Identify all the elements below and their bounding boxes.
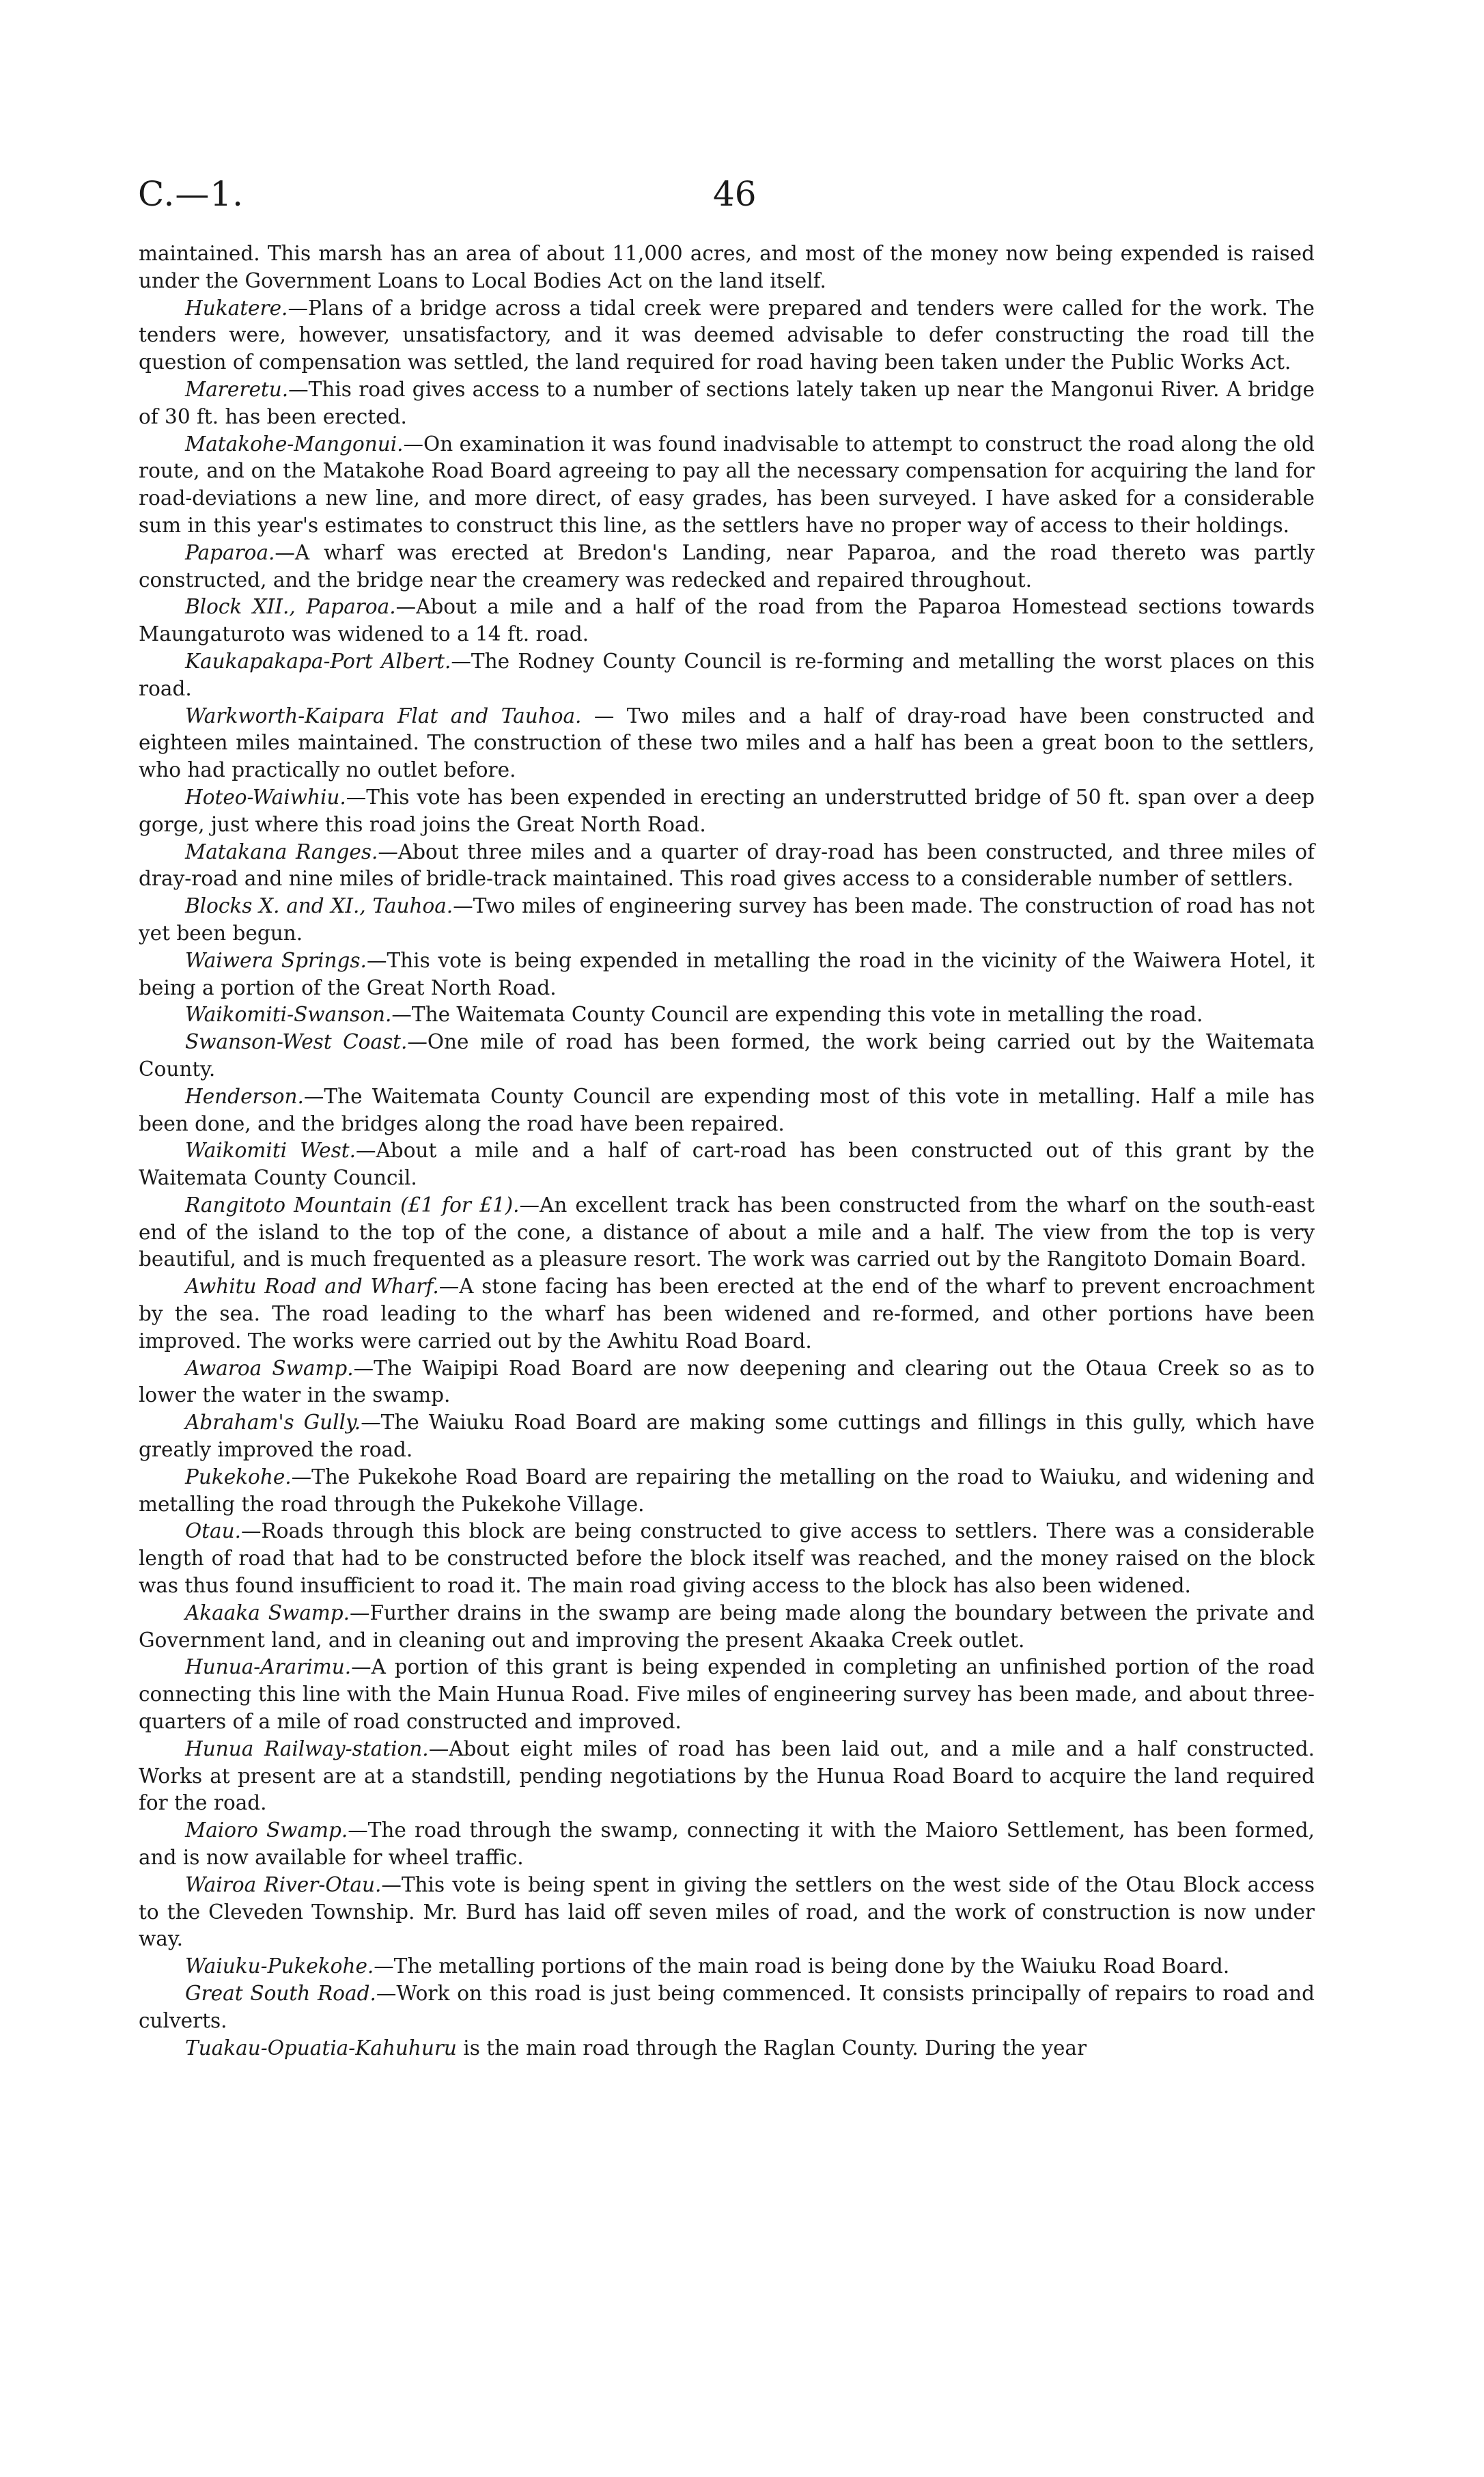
paragraph bbox=[139, 1464, 1315, 1519]
paragraph-text: —Two miles of engineering survey has been made. The construction of road has not yet been begun. bbox=[139, 894, 1315, 945]
paragraph-heading: Awhitu Road and Wharf. bbox=[185, 1275, 439, 1299]
paragraph-heading: Waiwera Springs. bbox=[185, 948, 367, 972]
paragraph-text: —Work on this road is just being commenced. It consists principally of repairs to road and culverts. bbox=[139, 1982, 1315, 2032]
paragraph-text: —This vote is being spent in giving the settlers on the west side of the Otau Block access to the Cleveden Township. Mr. Burd has laid off seven miles of road, and the work of construction is now under way. bbox=[139, 1872, 1315, 1951]
paragraph bbox=[139, 1518, 1315, 1599]
paragraph-text: —The metalling portions of the main road is being done by the Waiuku Road Board. bbox=[374, 1954, 1230, 1978]
paragraph-heading: Awaroa Swamp. bbox=[185, 1356, 354, 1380]
paragraph-heading: Warkworth-Kaipara Flat and Tauhoa. bbox=[185, 704, 582, 728]
paragraph bbox=[139, 376, 1315, 431]
paragraph bbox=[139, 594, 1315, 648]
paragraph-text: —The Rodney County Council is re-forming and metalling the worst places on this road. bbox=[139, 649, 1315, 700]
paragraph-heading: Hoteo-Waiwhiu. bbox=[185, 785, 346, 809]
paragraph-heading: Kaukapakapa-Port Albert. bbox=[185, 649, 451, 673]
paragraph bbox=[139, 1980, 1315, 2035]
paragraph bbox=[139, 295, 1315, 376]
paragraph-heading: Otau. bbox=[185, 1519, 242, 1543]
paragraph-text: —The Waiuku Road Board are making some cuttings and fillings in this gully, which have greatly improved the road. bbox=[139, 1411, 1315, 1462]
page-number: 46 bbox=[713, 174, 757, 214]
body-text bbox=[139, 240, 1315, 2062]
paragraph-heading: Rangitoto Mountain (£1 for £1). bbox=[185, 1193, 520, 1217]
paragraph-heading: Wairoa River-Otau. bbox=[185, 1872, 382, 1896]
paragraph-heading: Waikomiti West. bbox=[185, 1139, 356, 1163]
paragraph bbox=[139, 1736, 1315, 1817]
paragraph-text: —About eight miles of road has been laid out, and a mile and a half constructed. Works at present are at a standstill, pending negotiations by the Hunua Road Board to acquire the land required for the road. bbox=[139, 1736, 1315, 1815]
paragraph-text: is the main road through the Raglan County. During the year bbox=[456, 2036, 1087, 2060]
paragraph-text: —One mile of road has been formed, the work being carried out by the Waitemata County. bbox=[139, 1030, 1315, 1081]
paragraph-text: —About three miles and a quarter of dray-road has been constructed, and three miles of dray-road and nine miles of bridle-track maintained. This road gives access to a considerable number of settlers. bbox=[139, 840, 1315, 891]
paragraph bbox=[139, 540, 1315, 594]
paragraph bbox=[139, 648, 1315, 703]
paragraph-text: —The Pukekohe Road Board are repairing the metalling on the road to Waiuku, and widening and metalling the road through the Pukekohe Village. bbox=[139, 1465, 1315, 1516]
paragraph-text: —About a mile and a half of cart-road has been constructed out of this grant by the Waitemata County Council. bbox=[139, 1139, 1315, 1190]
paragraph-text: —A portion of this grant is being expended in completing an unfinished portion of the road connecting this line with the Main Hunua Road. Five miles of engineering survey has been made, and about three-quarters of a mile of road constructed and improved. bbox=[139, 1655, 1315, 1734]
paragraph-text: —This vote is being expended in metalling the road in the vicinity of the Waiwera Hotel, it being a portion of the Great North Road. bbox=[139, 948, 1315, 999]
paragraph-heading: Hunua Railway-station. bbox=[185, 1736, 429, 1760]
paragraph-text: —Plans of a bridge across a tidal creek were prepared and tenders were called for the work. The tenders were, however, unsatisfactory, and it was deemed advisable to defer constructing the road till the question of compensation was settled, the land required for road having been taken under the Public Works Act. bbox=[139, 296, 1315, 374]
report-reference: C.—1. bbox=[138, 174, 244, 214]
paragraph-heading: Pukekohe. bbox=[185, 1465, 292, 1489]
paragraph-heading: Mareretu. bbox=[185, 377, 289, 401]
paragraph bbox=[139, 947, 1315, 1002]
paragraph bbox=[139, 1192, 1315, 1273]
paragraph bbox=[139, 2035, 1315, 2062]
paragraph-text: —The Waipipi Road Board are now deepening and clearing out the Otaua Creek so as to lower the water in the swamp. bbox=[139, 1356, 1315, 1407]
paragraph bbox=[139, 893, 1315, 947]
paragraph-text: —Further drains in the swamp are being made along the boundary between the private and Government land, and in cleaning out and improving the present Akaaka Creek outlet. bbox=[139, 1601, 1315, 1652]
paragraph bbox=[139, 1083, 1315, 1138]
paragraph-heading: Hunua-Ararimu. bbox=[185, 1655, 352, 1679]
paragraph bbox=[139, 1600, 1315, 1655]
paragraph-text: maintained. This marsh has an area of about 11,000 acres, and most of the money now being expended is raised under the Government Loans to Local Bodies Act on the land itself. bbox=[139, 242, 1315, 292]
paragraph-heading: Abraham's Gully. bbox=[185, 1411, 361, 1435]
paragraph-text: —Roads through this block are being constructed to give access to settlers. There was a considerable length of road that had to be constructed before the block itself was reached, and the money raised on the block was thus found insufficient to road it. The main road giving access to the block has also been widened. bbox=[139, 1519, 1315, 1598]
paragraph bbox=[139, 1872, 1315, 1953]
paragraph-heading: Block XII., Paparoa. bbox=[185, 595, 396, 619]
paragraph bbox=[139, 431, 1315, 540]
paragraph-heading: Blocks X. and XI., Tauhoa. bbox=[185, 894, 453, 918]
paragraph bbox=[139, 784, 1315, 839]
paragraph bbox=[139, 1001, 1315, 1029]
paragraph-heading: Waiuku-Pukekohe. bbox=[185, 1954, 374, 1978]
paragraph-heading: Hukatere. bbox=[185, 296, 288, 320]
paragraph bbox=[139, 1355, 1315, 1410]
paragraph-heading: Matakohe-Mangonui. bbox=[185, 432, 404, 456]
paragraph bbox=[139, 240, 1315, 295]
paragraph-text: —A wharf was erected at Bredon's Landing, near Paparoa, and the road thereto was partly constructed, and the bridge near the creamery was redecked and repaired throughout. bbox=[139, 540, 1315, 592]
paragraph bbox=[139, 1953, 1315, 1980]
paragraph-heading: Paparoa. bbox=[185, 540, 275, 564]
paragraph-text: —A stone facing has been erected at the end of the wharf to prevent encroachment by the sea. The road leading to the wharf has been widened and re-formed, and other portions have been improved. The works were carried out by the Awhitu Road Board. bbox=[139, 1275, 1315, 1353]
paragraph bbox=[139, 1817, 1315, 1872]
paragraph-heading: Akaaka Swamp. bbox=[185, 1601, 350, 1624]
paragraph-heading: Henderson. bbox=[185, 1084, 304, 1108]
paragraph-heading: Waikomiti-Swanson. bbox=[185, 1003, 392, 1027]
paragraph-heading: Matakana Ranges. bbox=[185, 840, 378, 863]
paragraph bbox=[139, 1029, 1315, 1083]
paragraph bbox=[139, 1654, 1315, 1735]
paragraph-text: —About a mile and a half of the road from the Paparoa Homestead sections towards Maungaturoto was widened to a 14 ft. road. bbox=[139, 595, 1315, 646]
paragraph bbox=[139, 703, 1315, 784]
paragraph-text: —An excellent track has been constructed from the wharf on the south-east end of the island to the top of the cone, a distance of about a mile and a half. The view from the top is very beautiful, and is much frequented as a pleasure resort. The work was carried out by the Rangitoto Domain Board. bbox=[139, 1193, 1315, 1271]
paragraph-text: — Two miles and a half of dray-road have been constructed and eighteen miles maintained. The construction of these two miles and a half has been a great boon to the settlers, who had practically no outlet before. bbox=[139, 704, 1315, 782]
paragraph-text: —The Waitemata County Council are expending this vote in metalling the road. bbox=[391, 1003, 1203, 1027]
paragraph-heading: Tuakau-Opuatia-Kahuhuru bbox=[185, 2036, 457, 2060]
paragraph-text: —This vote has been expended in erecting an understrutted bridge of 50 ft. span over a deep gorge, just where this road joins the Great North Road. bbox=[139, 785, 1315, 836]
paragraph-heading: Maioro Swamp. bbox=[185, 1818, 348, 1842]
paragraph-text: —This road gives access to a number of sections lately taken up near the Mangonui River. A bridge of 30 ft. has been erected. bbox=[139, 377, 1315, 428]
paragraph bbox=[139, 1137, 1315, 1192]
paragraph-heading: Great South Road. bbox=[185, 1982, 376, 2005]
paragraph bbox=[139, 1273, 1315, 1355]
paragraph-text: —The road through the swamp, connecting it with the Maioro Settlement, has been formed, and is now available for wheel traffic. bbox=[139, 1818, 1315, 1870]
paragraph bbox=[139, 1409, 1315, 1464]
paragraph-text: —The Waitemata County Council are expending most of this vote in metalling. Half a mile has been done, and the bridges along the road have been repaired. bbox=[139, 1084, 1315, 1135]
paragraph-heading: Swanson-West Coast. bbox=[185, 1030, 408, 1054]
paragraph-text: —On examination it was found inadvisable to attempt to construct the road along the old route, and on the Matakohe Road Board agreeing to pay all the necessary compensation for acquiring the land for road-deviations a new line, and more direct, of easy grades, has been surveyed. I have asked for a considerable sum in this year's estimates to construct this line, as the settlers have no proper way of access to their holdings. bbox=[139, 432, 1315, 537]
paragraph bbox=[139, 839, 1315, 894]
